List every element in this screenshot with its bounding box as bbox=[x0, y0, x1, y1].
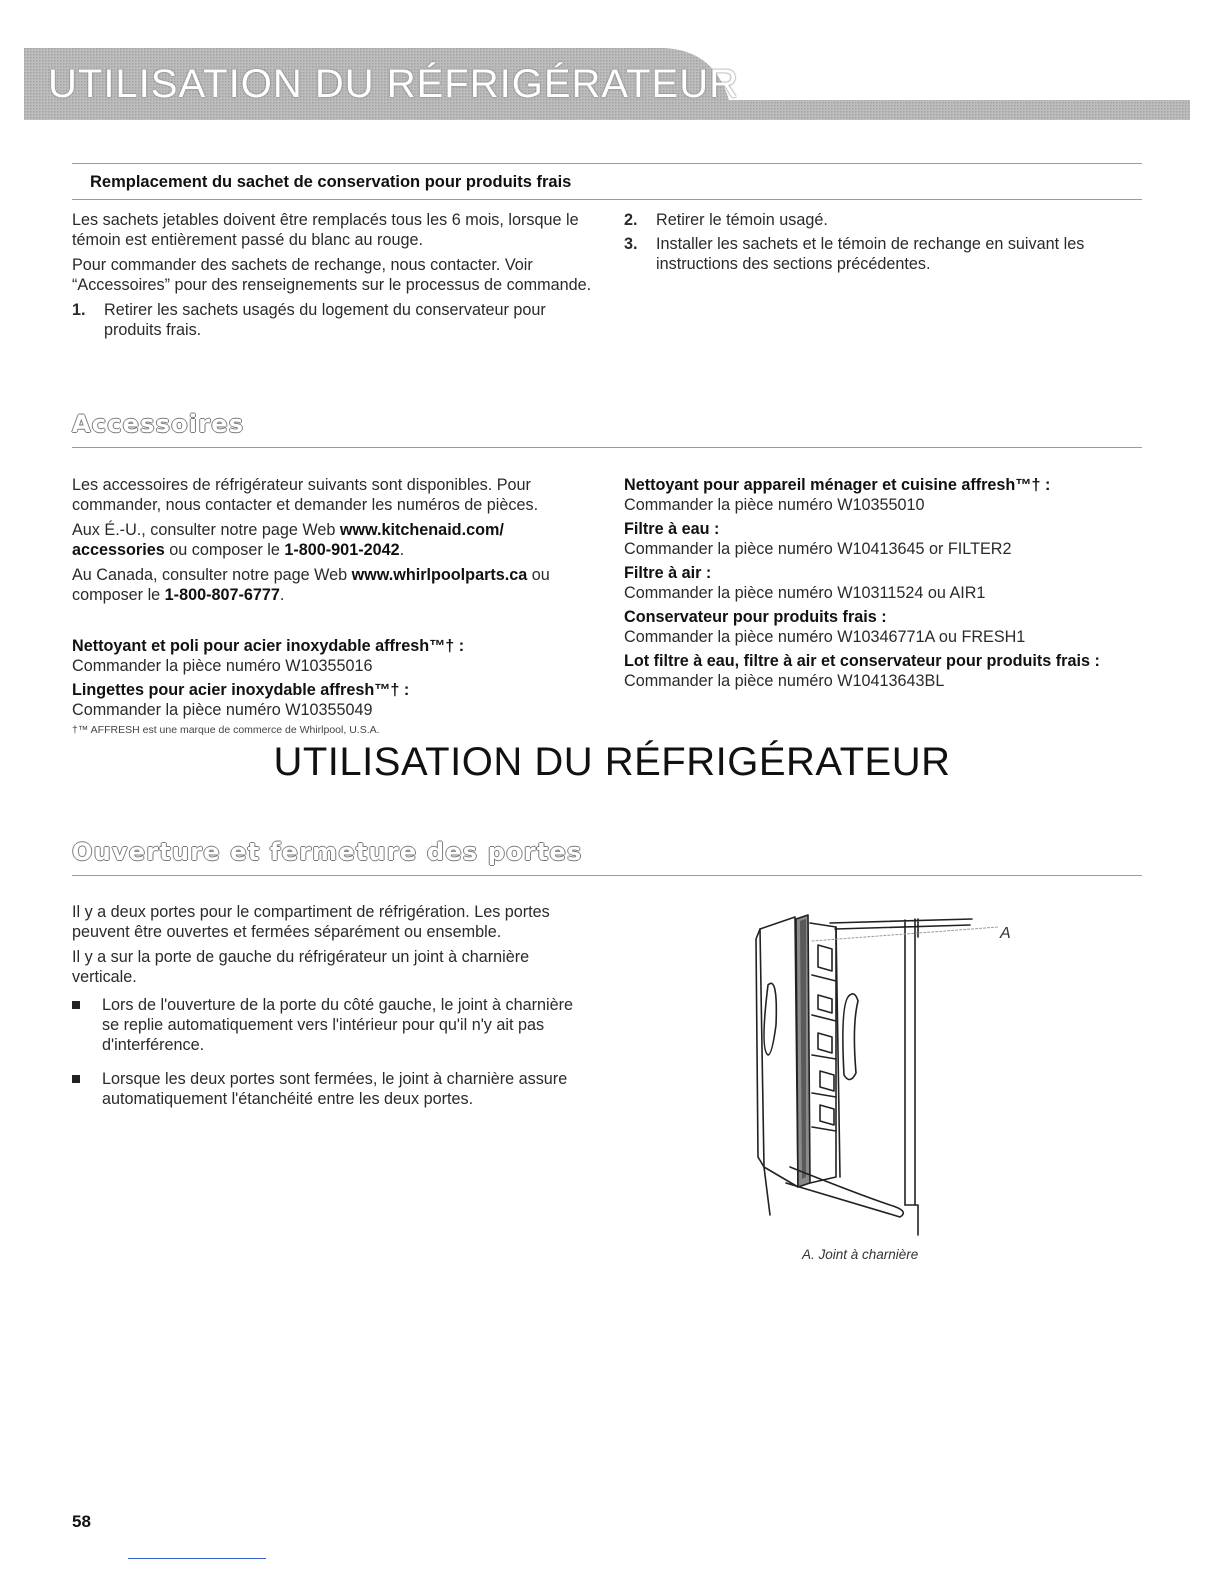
trademark-footnote: †™ AFFRESH est une marque de commerce de Whirlpool, U.S.A. bbox=[72, 724, 380, 736]
accessories-right-column bbox=[624, 475, 1154, 695]
bullet-text: Lors de l'ouverture de la porte du côté gauche, le joint à charnière se replie automatiquement vers l'intérieur pour qu'il n'y ait pas d'interférence. bbox=[102, 996, 574, 1054]
us-contact-text: ou composer le bbox=[164, 541, 285, 559]
produce-left-column bbox=[72, 210, 592, 344]
divider bbox=[72, 875, 1142, 876]
main-title: UTILISATION DU RÉFRIGÉRATEUR bbox=[273, 740, 951, 784]
accessory-name: Nettoyant pour appareil ménager et cuisine affresh™† : bbox=[624, 476, 1051, 494]
accessories-left-items bbox=[72, 636, 597, 720]
accessory-order: Commander la pièce numéro W10311524 ou AIR1 bbox=[624, 584, 986, 602]
divider bbox=[72, 163, 1142, 164]
figure-caption: A. Joint à charnière bbox=[802, 1247, 919, 1262]
accessory-item bbox=[72, 636, 597, 676]
step-number: 3. bbox=[624, 235, 638, 253]
produce-heading: Remplacement du sachet de conservation pour produits frais bbox=[90, 173, 572, 191]
ca-contact-text: . bbox=[279, 586, 285, 604]
produce-paragraph: Pour commander des sachets de rechange, nous contacter. Voir “Accessoires” pour des renseignements sur le processus de commande. bbox=[72, 256, 592, 294]
ca-contact bbox=[72, 565, 597, 605]
doors-heading: Ouverture et fermeture des portes bbox=[72, 838, 583, 866]
accessory-item bbox=[624, 607, 1154, 647]
accessory-item bbox=[624, 651, 1154, 691]
bullet-item bbox=[72, 1069, 592, 1109]
accessories-intro: Les accessoires de réfrigérateur suivants sont disponibles. Pour commander, nous contacter et demander les numéros de pièces. bbox=[72, 476, 539, 514]
accessory-item bbox=[72, 680, 597, 720]
accessory-name: Lot filtre à eau, filtre à air et conservateur pour produits frais : bbox=[624, 652, 1100, 670]
accessory-name: Filtre à air : bbox=[624, 564, 712, 582]
produce-right-column bbox=[624, 210, 1134, 278]
bullet-square-icon bbox=[72, 1001, 80, 1009]
accessory-order: Commander la pièce numéro W10413645 or FILTER2 bbox=[624, 540, 1012, 558]
step-item bbox=[624, 210, 1134, 230]
accessory-order: Commander la pièce numéro W10346771A ou FRESH1 bbox=[624, 628, 1026, 646]
accessory-order: Commander la pièce numéro W10355010 bbox=[624, 496, 925, 514]
ca-contact-text: ou composer le bbox=[72, 566, 550, 604]
accessory-order: Commander la pièce numéro W10413643BL bbox=[624, 672, 945, 690]
banner-title: UTILISATION DU RÉFRIGÉRATEUR bbox=[48, 62, 740, 106]
accessories-heading: Accessoires bbox=[72, 410, 245, 438]
us-contact-text: Aux É.-U., consulter notre page Web bbox=[72, 521, 340, 539]
ca-web-link[interactable]: www.whirlpoolparts.ca bbox=[351, 566, 528, 584]
doors-paragraph: Il y a deux portes pour le compartiment de réfrigération. Les portes peuvent être ouvertes et fermées séparément ou ensemble. bbox=[72, 903, 550, 941]
step-item bbox=[624, 234, 1134, 274]
divider bbox=[72, 447, 1142, 448]
ca-phone: 1-800-807-6777 bbox=[164, 586, 280, 604]
accessory-name: Nettoyant et poli pour acier inoxydable affresh™† : bbox=[72, 637, 465, 655]
bullet-text: Lorsque les deux portes sont fermées, le joint à charnière assure automatiquement l'étanchéité entre les deux portes. bbox=[102, 1070, 568, 1108]
step-text: Retirer les sachets usagés du logement du conservateur pour produits frais. bbox=[104, 301, 546, 339]
produce-paragraph: Les sachets jetables doivent être remplacés tous les 6 mois, lorsque le témoin est entièrement passé du blanc au rouge. bbox=[72, 211, 579, 249]
doors-text-column bbox=[72, 902, 592, 1109]
page-number: 58 bbox=[72, 1512, 91, 1531]
accessory-item bbox=[624, 563, 1154, 603]
accessory-item bbox=[624, 475, 1154, 515]
bullet-item bbox=[72, 995, 592, 1055]
ca-contact-text: Au Canada, consulter notre page Web bbox=[72, 566, 352, 584]
step-item bbox=[72, 300, 592, 340]
step-number: 2. bbox=[624, 211, 638, 229]
figure-label-a: A bbox=[1000, 925, 1011, 942]
doors-paragraph: Il y a sur la porte de gauche du réfrigérateur un joint à charnière verticale. bbox=[72, 948, 530, 986]
accessory-name: Filtre à eau : bbox=[624, 520, 720, 538]
accessory-order: Commander la pièce numéro W10355016 bbox=[72, 657, 373, 675]
refrigerator-doors-illustration bbox=[740, 905, 1040, 1245]
accessory-item bbox=[624, 519, 1154, 559]
step-number: 1. bbox=[72, 301, 86, 319]
bullet-square-icon bbox=[72, 1075, 80, 1083]
accessory-name: Lingettes pour acier inoxydable affresh™† : bbox=[72, 681, 410, 699]
accessories-left-column bbox=[72, 475, 597, 610]
us-phone: 1-800-901-2042 bbox=[284, 541, 400, 559]
accessory-order: Commander la pièce numéro W10355049 bbox=[72, 701, 373, 719]
us-web-link[interactable]: www.kitchenaid.com/ accessories bbox=[72, 521, 504, 559]
accessory-name: Conservateur pour produits frais : bbox=[624, 608, 887, 626]
us-contact bbox=[72, 520, 597, 560]
step-text: Retirer le témoin usagé. bbox=[656, 211, 828, 229]
divider bbox=[72, 199, 1142, 200]
us-contact-text: . bbox=[399, 541, 405, 559]
step-text: Installer les sachets et le témoin de rechange en suivant les instructions des sections précédentes. bbox=[656, 235, 1085, 273]
footer-rule bbox=[128, 1558, 266, 1559]
